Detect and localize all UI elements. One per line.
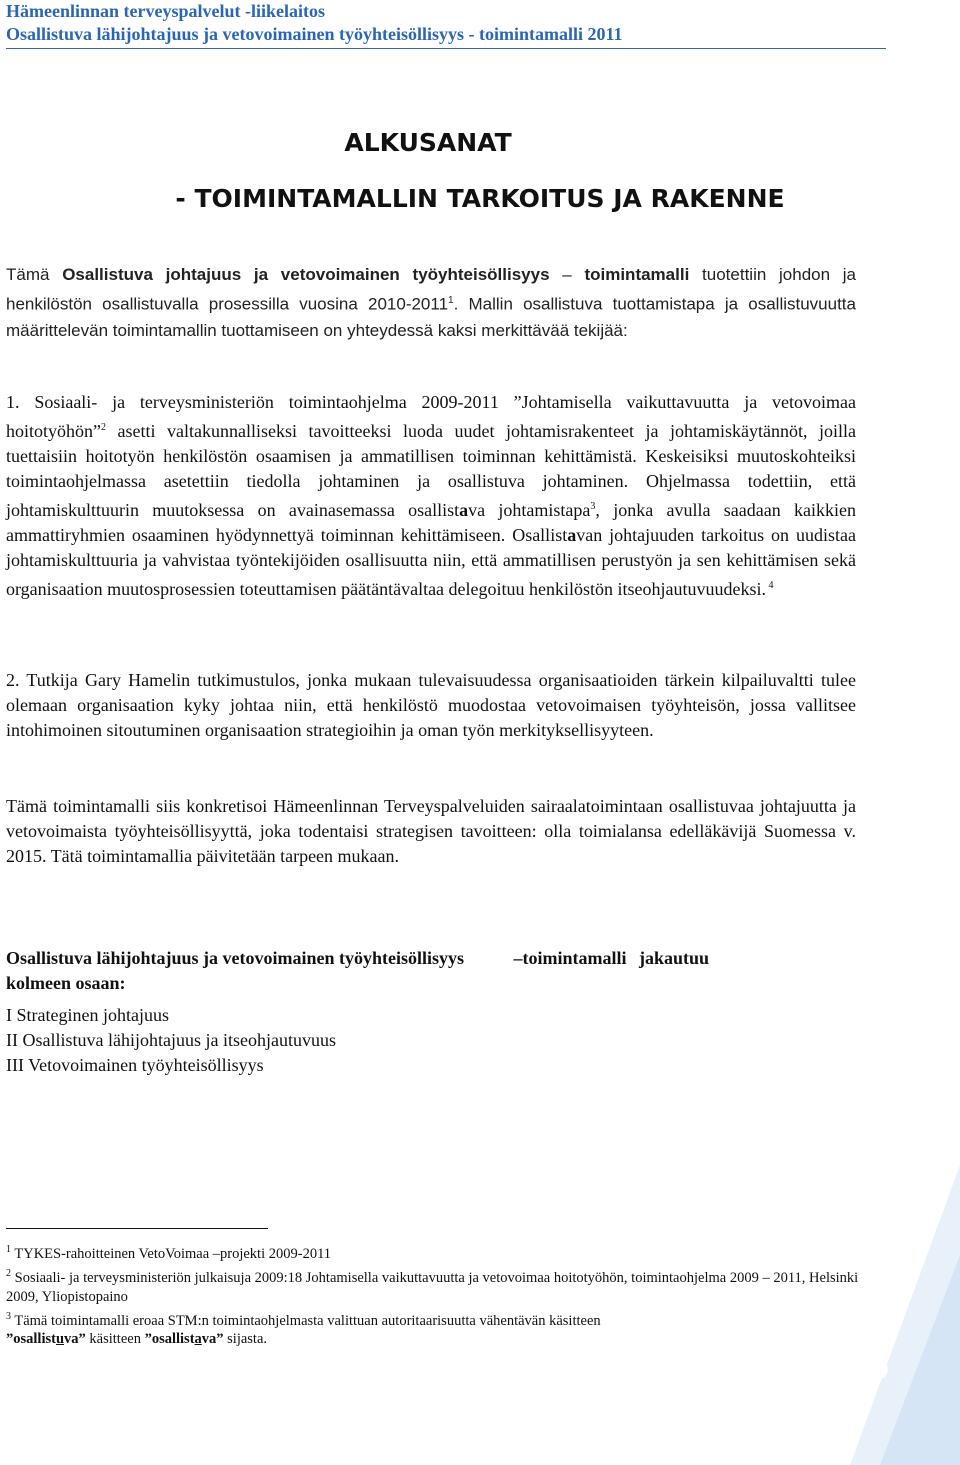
title-alkusanat: ALKUSANAT [344, 128, 512, 157]
footnote-3: $^3$ Tämä toimintamalli eroaa STM:n toimintaohjelmasta valittuan autoritaarisuutta vähentävän käsitteen ”osallistuva” käsitteen ”osallistava” sijasta. [6, 1310, 601, 1348]
paragraph-model-parts-heading: Osallistuva lähijohtajuus ja vetovoimainen työyhteisöllisyys –toimintamalli jakautuu kolmeen osaan: [6, 948, 710, 993]
footnote-ref-2[interactable]: 2 [101, 422, 106, 433]
paragraph-hamel: 2. Tutkija Gary Hamelin tutkimustulos, jonka mukaan tulevaisuudessa organisaatioiden tärkein kilpailuvaltti tulee olemaan organisaation kyky johtaa niin, että henkilöstö muodostaa vetovoimaisen työyhteisön, jossa vallitsee intohimoinen sitoutuminen organisaation strategioihin ja oman työn merkityksellisyyteen. [6, 670, 856, 740]
title-purpose-structure: - TOIMINTAMALLIN TARKOITUS JA RAKENNE [175, 184, 785, 213]
list-item: III Vetovoimainen työyhteisöllisyys [6, 1055, 264, 1075]
footnote-2: $^2$ Sosiaali- ja terveysministeriön julkaisuja 2009:18 Johtamisella vaikuttavuutta ja vetovoimaa hoitotyöhön, toimintaohjelma 2009 – 2011, Helsinki 2009, Yliopistopaino [6, 1267, 859, 1305]
header-organization: Hämeenlinnan terveyspalvelut -liikelaitos [6, 1, 325, 21]
list-item: II Osallistuva lähijohtajuus ja itseohjautuvuus [6, 1030, 336, 1050]
page-corner-decoration [850, 1165, 960, 1465]
page-number: 3 [858, 1328, 891, 1393]
paragraph-concretisation: Tämä toimintamalli siis konkretisoi Hämeenlinnan Terveyspalveluiden sairaalatoimintaan osallistuvaa johtajuutta ja vetovoimaista työyhteisöllisyyttä, joka todentaisi strategisen tavoitteen: olla toimialansa edelläkävijä Suomessa v. 2015. Tätä toimintamallia päivitetään tarpeen mukaan. [6, 796, 856, 866]
header-document-title: Osallistuva lähijohtajuus ja vetovoimainen työyhteisöllisyys - toimintamalli 2011 [6, 22, 886, 49]
footnote-ref-1[interactable]: 1 [448, 295, 454, 306]
list-item: I Strateginen johtajuus [6, 1005, 169, 1025]
footnotes [6, 1240, 866, 1349]
intro-paragraph: Tämä Osallistuva johtajuus ja vetovoimainen työyhteisöllisyys – toimintamalli tuotettiin johdon ja henkilöstön osallistuvalla prosessilla vuosina 2010-2011$^1$. Mallin osallistuva tuottamistapa ja osallistuvuutta määrittelevän toimintamallin tuottamiseen on yhteydessä kaksi merkittävää tekijää: [6, 265, 857, 340]
footnote-ref-4[interactable]: 4 [766, 580, 774, 591]
model-parts-list [6, 1003, 336, 1078]
footnote-separator [6, 1228, 268, 1229]
footnote-ref-3[interactable]: 3 [590, 501, 596, 512]
footnote-1: $^1$ TYKES-rahoitteinen VetoVoimaa –projekti 2009-2011 [6, 1244, 332, 1262]
paragraph-stm-programme: 1. Sosiaali- ja terveysministeriön toimintaohjelma 2009-2011 ”Johtamisella vaikuttavuutta ja vetovoimaa hoitotyöhön”$^2$ asetti valtakunnalliseksi tavoitteeksi luoda uudet johtamisrakenteet ja johtamiskäytännöt, joilla tuettaisiin hoitotyön henkilöstön osaamisen ja ammatillisen toiminnan kehittämistä. Keskeisiksi muutoskohteiksi toimintaohjelmassa asetettiin tiedolla johtaminen ja osallistuva johtaminen. Ohjelmassa todettiin, että johtamiskulttuurin muutoksessa on avainasemassa osallistava johtamistapa$^3$, jonka avulla saadaan kaikkien ammattiryhmien osaaminen hyödynnettyä toiminnan kehittämiseen. Osallistavan johtajuuden tarkoitus on uudistaa johtamiskulttuuria ja vahvistaa työntekijöiden osallisuutta niin, että ammatillisen perustyön ja sen kehittämisen sekä organisaation muutosprosessien toteuttamisen päätäntävaltaa delegoituu henkilöstön itseohjautuvuudeksi. $^4$ [6, 392, 856, 599]
page-header [6, 0, 886, 49]
